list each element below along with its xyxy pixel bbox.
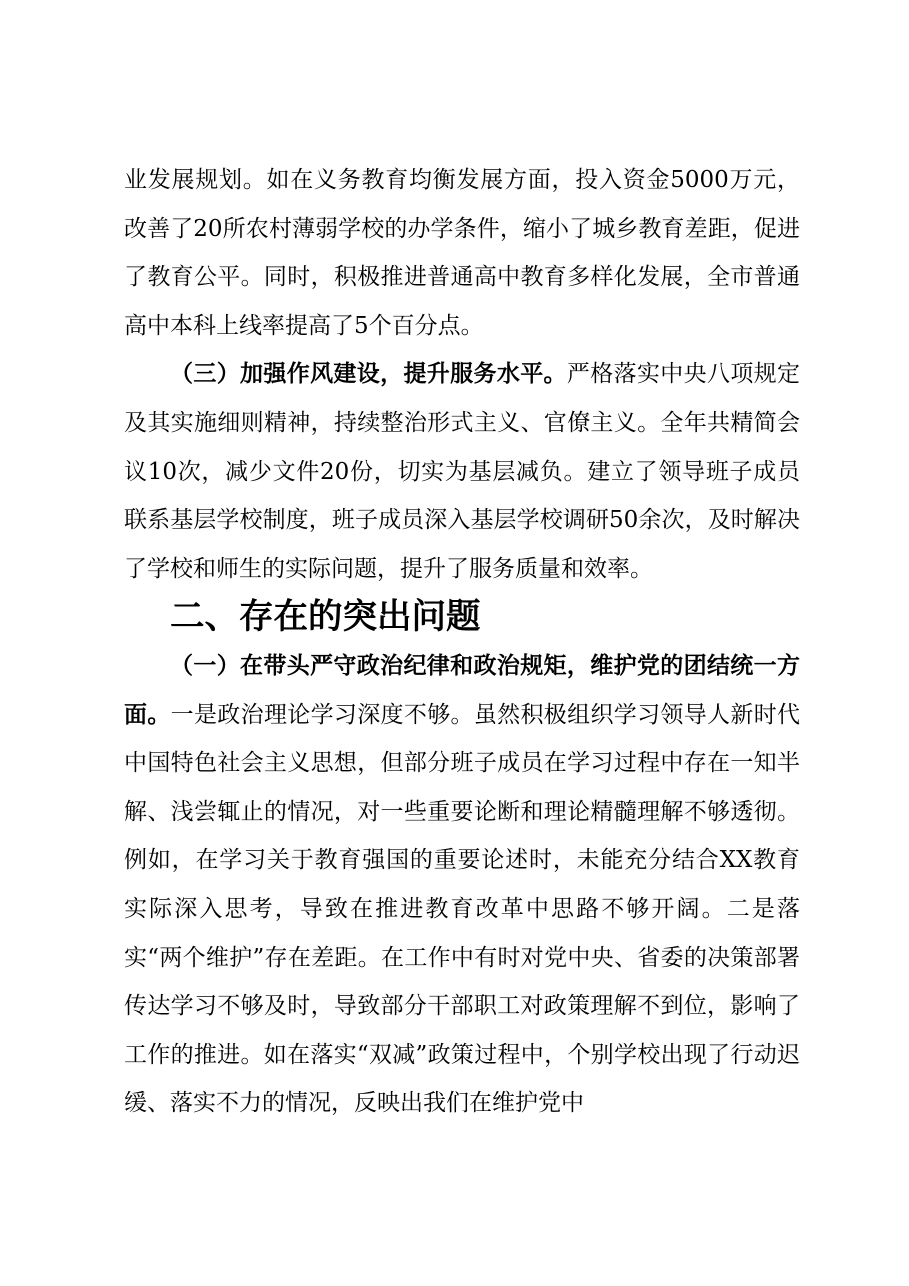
paragraph-continuation: 业发展规划。如在义务教育均衡发展方面，投入资金5000万元，改善了20所农村薄弱学校的办学条件，缩小了城乡教育差距，促进了教育公平。同时，积极推进普通高中教育多样化发展，全市普通高中本科上线率提高了5个百分点。: [124, 167, 800, 339]
paragraph-lead-political-discipline: （一）在带头严守政治纪律和政治规矩，维护党的团结统一方面。: [124, 651, 800, 728]
paragraph-political-discipline: [124, 642, 800, 1128]
paragraph-body-work-style: 严格落实中央八项规定及其实施细则精神，持续整治形式主义、官僚主义。全年共精简会议10次，减少文件20份，切实为基层减负。建立了领导班子成员联系基层学校制度，班子成员深入基层学校调研50余次，及时解决了学校和师生的实际问题，提升了服务质量和效率。: [124, 361, 801, 582]
paragraph-work-style: [124, 350, 800, 593]
paragraph-lead-work-style: （三）加强作风建设，提升服务水平。: [170, 360, 567, 388]
document-body: [124, 156, 800, 1128]
section-heading-problems: 二、存在的突出问题: [170, 597, 481, 638]
paragraph-body-political-discipline: 一是政治理论学习深度不够。虽然积极组织学习领导人新时代中国特色社会主义思想，但部分班子成员在学习过程中存在一知半解、浅尝辄止的情况，对一些重要论断和理论精髓理解不够透彻。例如，在学习关于教育强国的重要论述时，未能充分结合XX教育实际深入思考，导致在推进教育改革中思路不够开阔。二是落实“两个维护”存在差距。在工作中有时对党中央、省委的决策部署传达学习不够及时，导致部分干部职工对政策理解不到位，影响了工作的推进。如在落实“双减”政策过程中，个别学校出现了行动迟缓、落实不力的情况，反映出我们在维护党中: [124, 701, 801, 1117]
